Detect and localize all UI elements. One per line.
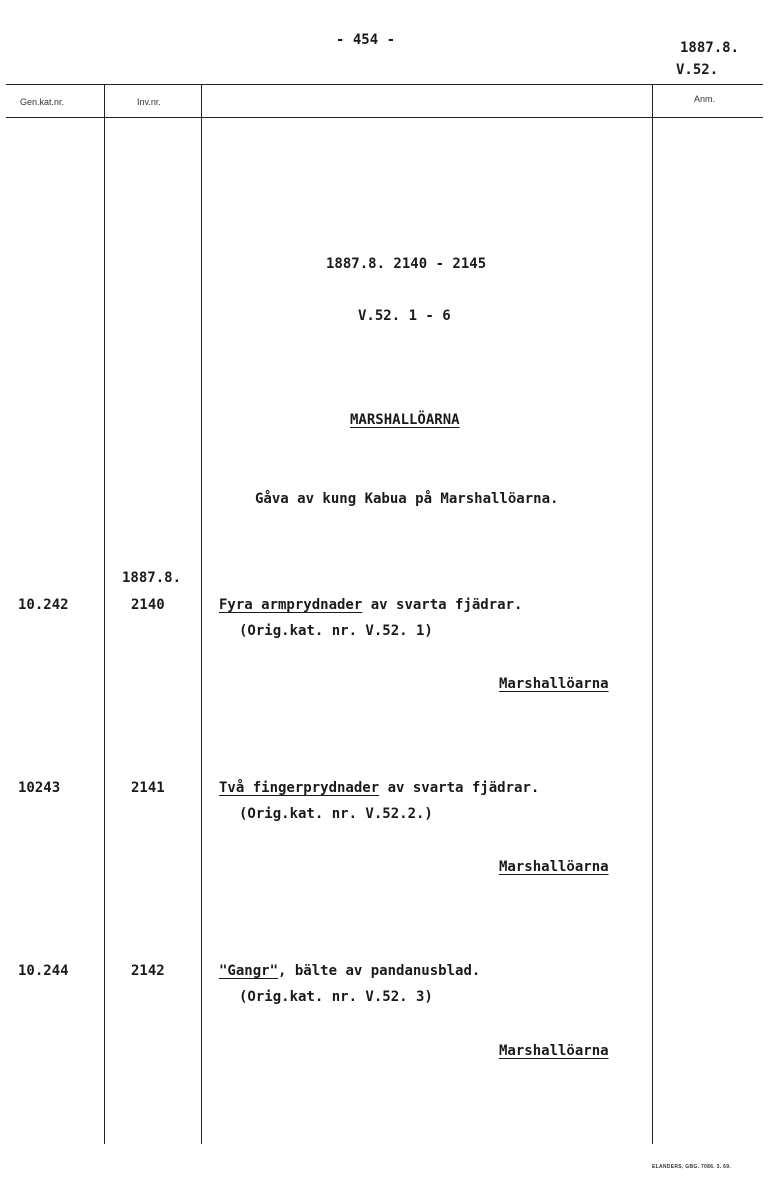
- column-header-gen-kat: Gen.kat.nr.: [20, 97, 65, 107]
- collection-donation: Gåva av kung Kabua på Marshallöarna.: [255, 491, 559, 507]
- item-material: av svarta fjädrar.: [379, 780, 540, 796]
- item-description: [219, 597, 522, 613]
- original-catalog-ref: (Orig.kat. nr. V.52. 3): [239, 989, 433, 1005]
- provenance-place: Marshallöarna: [499, 859, 609, 875]
- header-bottom-rule: [6, 117, 763, 118]
- item-title: Två fingerprydnader: [219, 780, 380, 796]
- gen-kat-number: 10243: [18, 780, 61, 796]
- collection-volume: V.52. 1 - 6: [358, 308, 451, 324]
- column-divider-3: [652, 84, 653, 1144]
- item-description: [219, 780, 539, 796]
- reference-year: 1887.8.: [680, 40, 740, 56]
- gen-kat-number: 10.244: [18, 963, 69, 979]
- item-material: , bälte av pandanusblad.: [278, 963, 481, 979]
- provenance-place: Marshallöarna: [499, 676, 609, 692]
- column-header-inv: Inv.nr.: [137, 97, 161, 107]
- column-divider-1: [104, 84, 105, 1144]
- collection-range: 1887.8. 2140 - 2145: [326, 256, 487, 272]
- item-title: "Gangr": [219, 963, 279, 979]
- original-catalog-ref: (Orig.kat. nr. V.52. 1): [239, 623, 433, 639]
- inv-number: 2142: [131, 963, 165, 979]
- item-title: Fyra armprydnader: [219, 597, 363, 613]
- original-catalog-ref: (Orig.kat. nr. V.52.2.): [239, 806, 433, 822]
- collection-region: MARSHALLÖARNA: [350, 412, 460, 428]
- item-material: av svarta fjädrar.: [362, 597, 523, 613]
- inv-number: 2141: [131, 780, 165, 796]
- inv-number: 2140: [131, 597, 165, 613]
- column-divider-2: [201, 84, 202, 1144]
- gen-kat-number: 10.242: [18, 597, 69, 613]
- reference-volume: V.52.: [676, 62, 719, 78]
- year-marker: 1887.8.: [122, 570, 182, 586]
- page-number: - 454 -: [336, 32, 396, 48]
- item-description: [219, 963, 480, 979]
- printer-imprint: ELANDERS, GBG. 7086. 3. 69.: [652, 1164, 731, 1170]
- header-top-rule: [6, 84, 763, 85]
- column-header-anm: Anm.: [694, 94, 716, 104]
- provenance-place: Marshallöarna: [499, 1043, 609, 1059]
